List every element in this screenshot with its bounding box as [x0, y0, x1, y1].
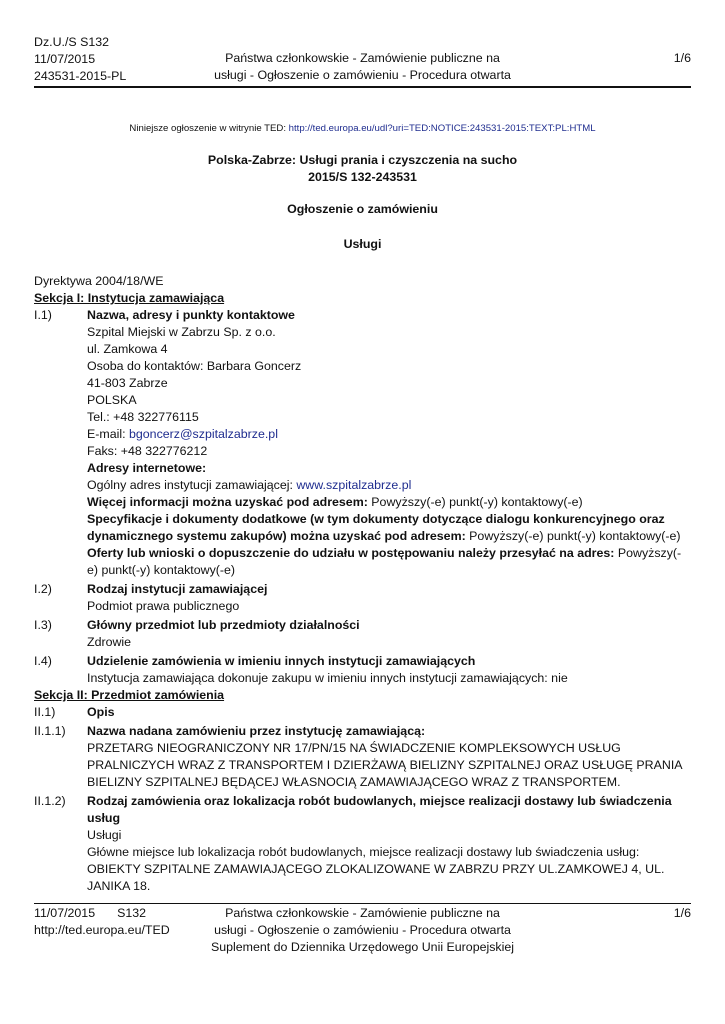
item-title: Główny przedmiot lub przedmioty działalności	[87, 618, 360, 632]
contact-line: POLSKA	[87, 393, 137, 407]
footer-series: S132	[117, 906, 147, 920]
footer-page-number: 1/6	[673, 906, 691, 920]
item-number: I.3)	[34, 618, 52, 632]
web-heading: Adresy internetowe:	[87, 461, 207, 475]
item-title: Nazwa, adresy i punkty kontaktowe	[87, 308, 295, 322]
offers-line	[87, 545, 691, 579]
item-title: Nazwa nadana zamówieniu przez instytucję zamawiającą:	[87, 724, 426, 738]
performance-location: Główne miejsce lub lokalizacja robót budowlanych, miejsce realizacji dostawy lub świadczenia usług: OBIEKTY SZPITALNE ZAMAWIAJĄCEGO ZLOKALIZOWANE W ZABRZU PRZY UL.ZAMKOWEJ 4, UL. JANIKA 18.	[87, 845, 665, 893]
item-ii1	[34, 704, 691, 721]
page-header	[34, 34, 691, 88]
item-title: Rodzaj instytucji zamawiającej	[87, 582, 268, 596]
more-info-label: Więcej informacji można uzyskać pod adresem:	[87, 495, 368, 509]
item-value: Podmiot prawa publicznego	[87, 599, 240, 613]
item-body	[87, 723, 691, 791]
header-date: 11/07/2015	[34, 52, 96, 66]
offers-label: Oferty lub wnioski o dopuszczenie do udziału w postępowaniu należy przesyłać na adres:	[87, 546, 615, 560]
contact-line: Osoba do kontaktów: Barbara Goncerz	[87, 359, 302, 373]
offers-value: Powyższy(-e) punkt(-y) kontaktowy(-e)	[87, 546, 682, 577]
header-journal-ref: Dz.U./S S132	[34, 35, 110, 49]
footer-title-line-2: usługi - Ogłoszenie o zamówieniu - Procedura otwarta	[214, 923, 511, 937]
header-title-line-1: Państwa członkowskie - Zamówienie publiczne na	[225, 51, 500, 65]
spec-line	[87, 511, 691, 545]
web-address-line	[87, 477, 691, 494]
footer-center	[34, 905, 691, 956]
item-number: I.4)	[34, 654, 52, 668]
more-info-line	[87, 494, 691, 511]
title-line-2: 2015/S 132-243531	[308, 170, 417, 184]
header-page-number: 1/6	[673, 51, 691, 65]
item-body	[87, 581, 691, 615]
web-link[interactable]: www.szpitalzabrze.pl	[296, 478, 412, 492]
email-label: E-mail:	[87, 427, 129, 441]
header-center	[34, 50, 691, 84]
web-label: Ogólny adres instytucji zamawiającej:	[87, 478, 297, 492]
footer-url: http://ted.europa.eu/TED	[34, 923, 170, 937]
item-i4	[34, 653, 691, 687]
item-title: Rodzaj zamówienia oraz lokalizacja robót budowlanych, miejsce realizacji dostawy lub świadczenia usług	[87, 794, 672, 825]
title-line-1: Polska-Zabrze: Usługi prania i czyszczenia na sucho	[207, 153, 518, 167]
contact-line: 41-803 Zabrze	[87, 376, 168, 390]
header-title-line-2: usługi - Ogłoszenie o zamówieniu - Procedura otwarta	[214, 68, 511, 82]
item-number: I.1)	[34, 308, 52, 322]
page-footer	[34, 903, 691, 954]
item-value: Instytucja zamawiająca dokonuje zakupu w imieniu innych instytucji zamawiających: nie	[87, 671, 568, 685]
email-link[interactable]: bgoncerz@szpitalzabrze.pl	[129, 427, 278, 441]
contact-fax: Faks: +48 322776212	[87, 444, 208, 458]
notice-prefix: Niniejsze ogłoszenie w witrynie TED:	[129, 123, 289, 134]
item-number: I.2)	[34, 582, 52, 596]
directive: Dyrektywa 2004/18/WE	[34, 274, 164, 288]
ted-notice	[0, 120, 725, 137]
item-body	[87, 653, 691, 687]
section-2-heading: Sekcja II: Przedmiot zamówienia	[34, 688, 225, 702]
contract-type: Usługi	[343, 237, 382, 251]
footer-date: 11/07/2015	[34, 906, 96, 920]
item-number: II.1)	[34, 705, 56, 719]
spec-label: Specyfikacje i dokumenty dodatkowe (w tym dokumenty dotyczące dialogu konkurencyjnego oraz dynamicznego systemu zakupów) można uzyskać pod adresem:	[87, 512, 665, 543]
more-info-value: Powyższy(-e) punkt(-y) kontaktowy(-e)	[367, 495, 583, 509]
notice-url-link[interactable]: http://ted.europa.eu/udl?uri=TED:NOTICE:243531-2015:TEXT:PL:HTML	[288, 123, 596, 134]
item-body	[87, 307, 691, 579]
item-ii11	[34, 723, 691, 791]
notice-content	[34, 273, 691, 895]
contact-line: Szpital Miejski w Zabrzu Sp. z o.o.	[87, 325, 276, 339]
item-title: Opis	[87, 705, 115, 719]
item-body	[87, 617, 691, 651]
notice-type: Ogłoszenie o zamówieniu	[287, 202, 438, 216]
item-title: Udzielenie zamówienia w imieniu innych instytucji zamawiających	[87, 654, 476, 668]
item-i2	[34, 581, 691, 615]
item-body	[87, 704, 691, 721]
item-ii12	[34, 793, 691, 895]
item-value: Zdrowie	[87, 635, 132, 649]
footer-title-line-1: Państwa członkowskie - Zamówienie publiczne na	[225, 906, 500, 920]
document-title	[0, 152, 725, 186]
item-i3	[34, 617, 691, 651]
item-body	[87, 793, 691, 895]
contract-type-value: Usługi	[87, 828, 122, 842]
item-i1	[34, 307, 691, 579]
footer-supplement: Suplement do Dziennika Urzędowego Unii Europejskiej	[210, 940, 515, 954]
section-1-heading: Sekcja I: Instytucja zamawiająca	[34, 291, 225, 305]
contact-line: ul. Zamkowa 4	[87, 342, 168, 356]
contract-name: PRZETARG NIEOGRANICZONY NR 17/PN/15 NA ŚWIADCZENIE KOMPLEKSOWYCH USŁUG PRALNICZYCH WRAZ Z TRANSPORTEM I DZIERŻAWĄ BIELIZNY SZPITALNEJ ORAZ USŁUGĘ PRANIA BIELIZNY SZPITALNEJ BĘDĄCEJ WŁASNOCIĄ ZAMAWIAJĄCEGO WRAZ Z TRANSPORTEM.	[87, 741, 682, 789]
contact-email-line	[87, 426, 691, 443]
spec-value: Powyższy(-e) punkt(-y) kontaktowy(-e)	[465, 529, 681, 543]
item-number: II.1.2)	[34, 794, 66, 808]
contact-phone: Tel.: +48 322776115	[87, 410, 199, 424]
item-number: II.1.1)	[34, 724, 66, 738]
header-notice-id: 243531-2015-PL	[34, 69, 127, 83]
